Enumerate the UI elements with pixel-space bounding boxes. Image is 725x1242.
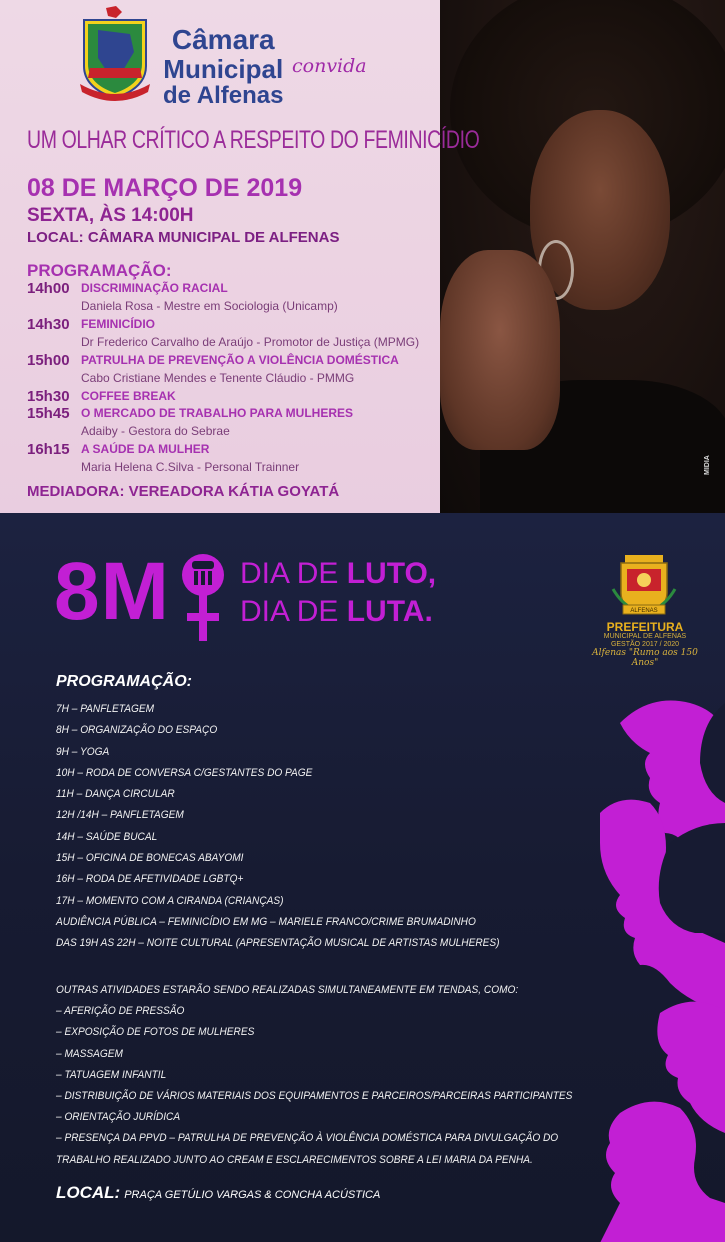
portrait-hand bbox=[440, 250, 560, 450]
camara-poster bbox=[0, 0, 725, 513]
schedule-speaker: Dr Frederico Carvalho de Araújo - Promotor de Justiça (MPMG) bbox=[81, 335, 420, 349]
schedule-title: O MERCADO DE TRABALHO PARA MULHERES bbox=[81, 406, 353, 420]
programacao-heading-2: PROGRAMAÇÃO: bbox=[56, 673, 192, 690]
schedule-speaker: Maria Helena C.Silva - Personal Trainner bbox=[81, 460, 300, 474]
other-activities-list bbox=[56, 980, 596, 1171]
camara-name bbox=[163, 26, 283, 108]
local-value: PRAÇA GETÚLIO VARGAS & CONCHA ACÚSTICA bbox=[124, 1189, 381, 1201]
photo-credit: MIDIA bbox=[704, 455, 711, 475]
list-item: – ORIENTAÇÃO JURÍDICA bbox=[56, 1111, 181, 1124]
event-date: 08 DE MARÇO DE 2019 bbox=[27, 174, 303, 202]
schedule-list bbox=[27, 280, 447, 477]
list-item: 16H – RODA DE AFETIVIDADE LGBTQ+ bbox=[56, 873, 244, 886]
schedule-speaker: Cabo Cristiane Mendes e Tenente Cláudio - PMMG bbox=[81, 371, 355, 385]
list-item: 12H /14H – PANFLETAGEM bbox=[56, 809, 184, 822]
list-item: 8H – ORGANIZAÇÃO DO ESPAÇO bbox=[56, 724, 218, 737]
crest-banner-text: ALFENAS bbox=[630, 608, 658, 614]
slogan-line-1 bbox=[240, 555, 436, 593]
camara-name-line1: Câmara bbox=[171, 24, 275, 55]
list-item: AUDIÊNCIA PÚBLICA – FEMINICÍDIO EM MG – MARIELE FRANCO/CRIME BRUMADINHO bbox=[56, 915, 476, 928]
list-item: 10H – RODA DE CONVERSA C/GESTANTES DO PAGE bbox=[56, 766, 313, 779]
event-headline: UM OLHAR CRÍTICO A RESPEITO DO FEMINICÍDIO bbox=[27, 126, 480, 154]
schedule-item bbox=[27, 316, 447, 333]
schedule-title: FEMINICÍDIO bbox=[81, 317, 155, 331]
list-item: 7H – PANFLETAGEM bbox=[56, 703, 155, 715]
woman-portrait-photo bbox=[440, 0, 725, 513]
schedule-item bbox=[27, 352, 447, 369]
schedule-speaker: Adaiby - Gestora do Sebrae bbox=[81, 424, 230, 438]
list-item: – DISTRIBUIÇÃO DE VÁRIOS MATERIAIS DOS EQUIPAMENTOS E PARCEIROS/PARCEIRAS PARTICIPANTES bbox=[56, 1089, 573, 1102]
prefeitura-sub1: MUNICIPAL DE ALFENAS bbox=[603, 633, 687, 640]
camara-name-line2: Municipal bbox=[163, 54, 284, 84]
schedule-time: 15h00 bbox=[27, 352, 70, 369]
schedule-item bbox=[27, 441, 447, 458]
programacao-heading: PROGRAMAÇÃO: bbox=[27, 261, 172, 280]
8m-title: 8M bbox=[54, 546, 170, 637]
prefeitura-motto: Alfenas "Rumo aos 150 Anos" bbox=[592, 648, 698, 668]
list-item: – TATUAGEM INFANTIL bbox=[56, 1068, 167, 1081]
list-item: 17H – MOMENTO COM A CIRANDA (CRIANÇAS) bbox=[56, 894, 284, 907]
list-item: – AFERIÇÃO DE PRESSÃO bbox=[56, 1005, 185, 1018]
list-item: – EXPOSIÇÃO DE FOTOS DE MULHERES bbox=[56, 1026, 255, 1039]
schedule-title: A SAÚDE DA MULHER bbox=[81, 442, 210, 456]
list-item: 15H – OFICINA DE BONECAS ABAYOMI bbox=[56, 852, 244, 865]
list-item: TRABALHO REALIZADO JUNTO AO CREAM E ESCLARECIMENTOS SOBRE A LEI MARIA DA PENHA. bbox=[56, 1153, 533, 1166]
list-item: 14H – SAÚDE BUCAL bbox=[56, 830, 158, 843]
slogan-emphasis: LUTO, bbox=[346, 557, 437, 590]
event-day-time: SEXTA, ÀS 14:00H bbox=[27, 205, 194, 226]
prefeitura-subtitle bbox=[586, 633, 704, 649]
slogan-text: DIA DE bbox=[240, 557, 347, 590]
slogan bbox=[240, 555, 436, 631]
prefeitura-name: PREFEITURA bbox=[606, 620, 684, 634]
list-item: – MASSAGEM bbox=[56, 1047, 123, 1060]
schedule-time: 14h30 bbox=[27, 316, 70, 333]
schedule-time: 15h45 bbox=[27, 405, 70, 422]
slogan-emphasis: LUTA. bbox=[346, 595, 433, 628]
schedule-time: 14h00 bbox=[27, 280, 70, 297]
prefeitura-sub2: GESTÃO 2017 / 2020 bbox=[610, 641, 680, 648]
schedule-item bbox=[27, 280, 447, 297]
activity-list bbox=[56, 699, 596, 955]
schedule-time: 15h30 bbox=[27, 388, 70, 405]
list-item: – PRESENÇA DA PPVD – PATRULHA DE PREVENÇÃO À VIOLÊNCIA DOMÉSTICA PARA DIVULGAÇÃO DO bbox=[56, 1132, 559, 1145]
schedule-title: PATRULHA DE PREVENÇÃO A VIOLÊNCIA DOMÉSTICA bbox=[81, 353, 399, 367]
list-item: 11H – DANÇA CIRCULAR bbox=[56, 788, 175, 801]
schedule-title: COFFEE BREAK bbox=[81, 389, 176, 403]
camara-crest-icon bbox=[76, 6, 154, 104]
convida-script: convida bbox=[292, 55, 367, 77]
slogan-text: DIA DE bbox=[240, 595, 347, 628]
schedule-title: DISCRIMINAÇÃO RACIAL bbox=[81, 281, 228, 295]
list-item: DAS 19H AS 22H – NOITE CULTURAL (APRESENTAÇÃO MUSICAL DE ARTISTAS MULHERES) bbox=[56, 937, 500, 950]
prefeitura-8m-poster bbox=[0, 513, 725, 1242]
list-item: OUTRAS ATIVIDADES ESTARÃO SENDO REALIZADAS SIMULTANEAMENTE EM TENDAS, COMO: bbox=[56, 984, 519, 996]
event-local bbox=[56, 1183, 380, 1203]
schedule-time: 16h15 bbox=[27, 441, 70, 458]
camara-name-line3: de Alfenas bbox=[163, 82, 284, 109]
mediator-line: MEDIADORA: VEREADORA KÁTIA GOYATÁ bbox=[27, 483, 340, 500]
local-label: LOCAL: bbox=[56, 1183, 121, 1202]
schedule-item bbox=[27, 405, 447, 422]
schedule-speaker: Daniela Rosa - Mestre em Sociologia (Unicamp) bbox=[81, 299, 338, 313]
list-item: 9H – YOGA bbox=[56, 745, 110, 758]
schedule-item bbox=[27, 388, 447, 405]
event-location: LOCAL: CÂMARA MUNICIPAL DE ALFENAS bbox=[27, 229, 340, 246]
prefeitura-crest-icon bbox=[611, 553, 677, 619]
feminist-fist-icon bbox=[180, 551, 226, 643]
slogan-line-2 bbox=[240, 593, 436, 631]
